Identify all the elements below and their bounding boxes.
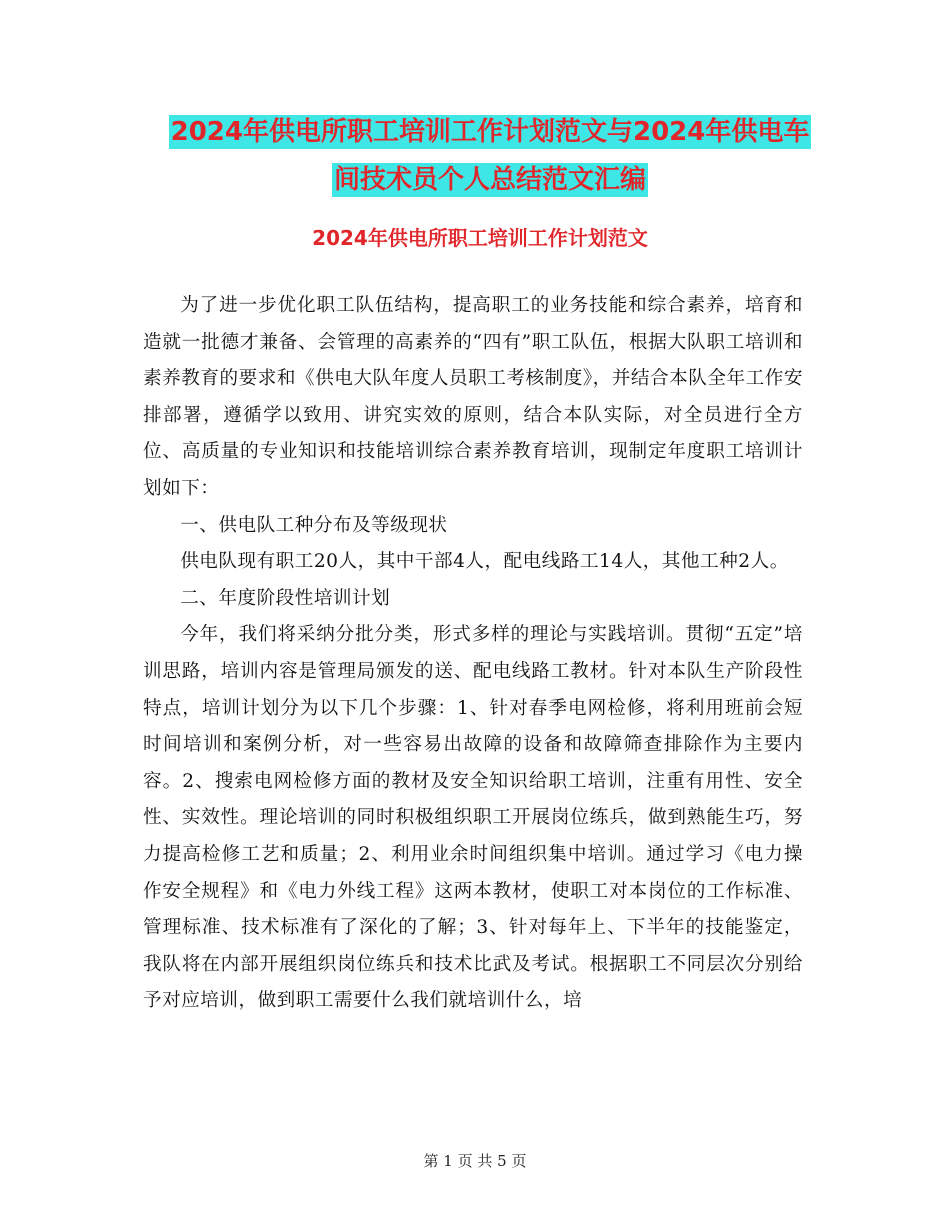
title-line-1: 2024年供电所职工培训工作计划范文与2024年供电车 xyxy=(170,117,810,147)
body-text xyxy=(143,288,803,1020)
section-heading: 2024年供电所职工培训工作计划范文 xyxy=(312,226,648,250)
document-title xyxy=(150,108,830,204)
paragraph: 供电队现有职工20人，其中干部4人，配电线路工14人，其他工种2人。 xyxy=(180,551,789,573)
paragraph: 一、供电队工种分布及等级现状 xyxy=(180,514,448,536)
paragraph: 二、年度阶段性培训计划 xyxy=(180,587,391,609)
title-line-2: 间技术员个人总结范文汇编 xyxy=(333,165,646,195)
paragraph: 今年，我们将采纳分批分类，形式多样的理论与实践培训。贯彻“五定”培训思路，培训内容是管理局颁发的送、配电线路工教材。针对本队生产阶段性特点，培训计划分为以下几个步骤：1、针对春季电网检修，将利用班前会短时间培训和案例分析，对一些容易出故障的设备和故障筛查排除作为主要内容。2、搜索电网检修方面的教材及安全知识给职工培训，注重有用性、安全性、实效性。理论培训的同时积极组织职工开展岗位练兵，做到熟能生巧，努力提高检修工艺和质量；2、利用业余时间组织集中培训。通过学习《电力操作安全规程》和《电力外线工程》这两本教材，使职工对本岗位的工作标准、管理标准、技术标准有了深化的了解；3、针对每年上、下半年的技能鉴定，我队将在内部开展组织岗位练兵和技术比武及考试。根据职工不同层次分别给予对应培训，做到职工需要什么我们就培训什么，培 xyxy=(143,624,803,1012)
page-footer: 第 1 页 共 5 页 xyxy=(423,1152,527,1170)
paragraph: 为了进一步优化职工队伍结构，提高职工的业务技能和综合素养，培育和造就一批德才兼备、会管理的高素养的“四有”职工队伍，根据大队职工培训和素养教育的要求和《供电大队年度人员职工考核制度》，并结合本队全年工作安排部署，遵循学以致用、讲究实效的原则，结合本队实际，对全员进行全方位、高质量的专业知识和技能培训综合素养教育培训，现制定年度职工培训计划如下： xyxy=(143,295,803,499)
